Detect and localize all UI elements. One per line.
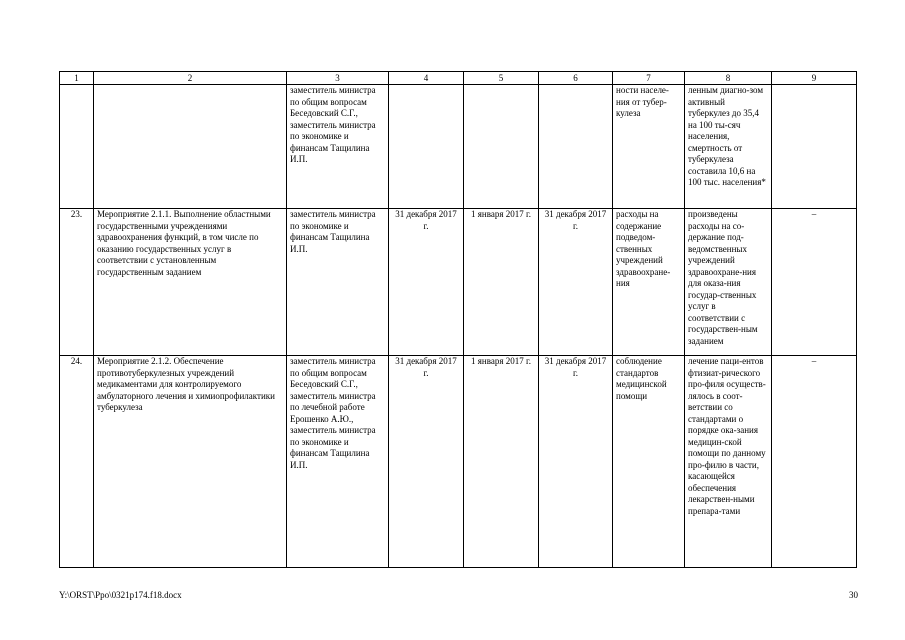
header-cell: 8 <box>685 72 772 85</box>
footer-file-path: Y:\ORST\Ppo\0321p174.f18.docx <box>59 590 182 600</box>
planned-date-cell: 31 декабря 2017 г. <box>389 356 464 568</box>
activity-cell: Мероприятие 2.1.1. Выполнение областными государственными учреждениями здравоохранения функций, в том числе по оказанию государственных услуг в соответствии с установленным государственным заданием <box>94 209 287 356</box>
row-number-cell: 23. <box>60 209 94 356</box>
header-cell: 6 <box>539 72 613 85</box>
responsible-cell: заместитель министра по экономике и финансам Тащилина И.П. <box>287 209 389 356</box>
activity-cell <box>94 85 287 209</box>
actual-result-cell: лечение паци-ентов фтизиат-рического про-филя осуществ-лялось в соот-ветствии со стандартами о порядке ока-зания медицин-ской помощи по данному про-филю в части, касающейся обеспечения лекарствен-ными препара-тами <box>685 356 772 568</box>
row-number-cell <box>60 85 94 209</box>
notes-cell: – <box>772 209 857 356</box>
header-cell: 1 <box>60 72 94 85</box>
expected-result-cell: ности населе-ния от тубер-кулеза <box>613 85 685 209</box>
responsible-cell: заместитель министра по общим вопросам Беседовский С.Г., заместитель министра по лечебной работе Ерошенко А.Ю., заместитель министра по экономике и финансам Тащилина И.П. <box>287 356 389 568</box>
end-date-cell: 31 декабря 2017 г. <box>539 209 613 356</box>
activity-cell: Мероприятие 2.1.2. Обеспечение противотуберкулезных учреждений медикаментами для контролируемого амбулаторного лечения и химиопрофилактики туберкулеза <box>94 356 287 568</box>
planned-date-cell: 31 декабря 2017 г. <box>389 209 464 356</box>
notes-cell <box>772 85 857 209</box>
end-date-cell: 31 декабря 2017 г. <box>539 356 613 568</box>
header-cell: 5 <box>464 72 539 85</box>
page-number: 30 <box>849 590 858 600</box>
table-row <box>60 356 857 568</box>
expected-result-cell: соблюдение стандартов медицинской помощи <box>613 356 685 568</box>
start-date-cell: 1 января 2017 г. <box>464 209 539 356</box>
responsible-cell: заместитель министра по общим вопросам Беседовский С.Г., заместитель министра по экономике и финансам Тащилина И.П. <box>287 85 389 209</box>
table-row <box>60 209 857 356</box>
header-cell: 9 <box>772 72 857 85</box>
start-date-cell <box>464 85 539 209</box>
header-cell: 4 <box>389 72 464 85</box>
actual-result-cell: ленным диагно-зом активный туберкулез до 35,4 на 100 ты-сяч населения, смертность от туберкулеза составила 10,6 на 100 тыс. населения* <box>685 85 772 209</box>
table-header-row <box>60 72 857 85</box>
table-row <box>60 85 857 209</box>
expected-result-cell: расходы на содержание подведом-ственных учреждений здравоохране-ния <box>613 209 685 356</box>
header-cell: 3 <box>287 72 389 85</box>
report-table <box>59 71 857 568</box>
row-number-cell: 24. <box>60 356 94 568</box>
end-date-cell <box>539 85 613 209</box>
header-cell: 7 <box>613 72 685 85</box>
actual-result-cell: произведены расходы на со-держание под-ведомственных учреждений здравоохране-ния для оказа-ния государ-ственных услуг в соответствии с государствен-ным заданием <box>685 209 772 356</box>
planned-date-cell <box>389 85 464 209</box>
start-date-cell: 1 января 2017 г. <box>464 356 539 568</box>
header-cell: 2 <box>94 72 287 85</box>
notes-cell: – <box>772 356 857 568</box>
